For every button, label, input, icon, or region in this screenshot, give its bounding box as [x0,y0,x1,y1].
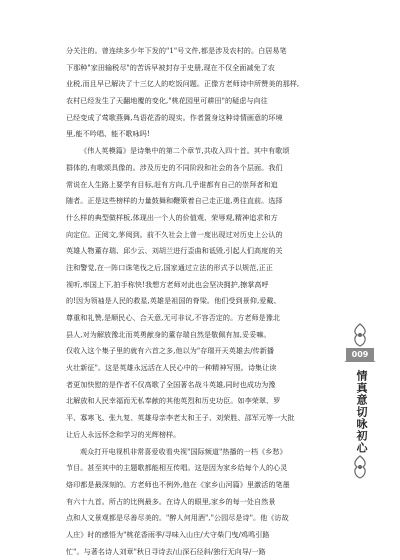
floral-ornament-icon [347,322,373,348]
text-line: 让后人永远怀念和学习的光辉榜样。 [66,429,181,439]
text-line: 仅收入这个集子里的就有六首之多,他以为"存瑞开天英雄去/传新播 [66,346,275,356]
text-line: 点和人文景观都是尽善尽美的。"醉人何用酒","公园尽是诗"。他《访故 [66,513,289,523]
text-line: 《伟人英模篇》是诗集中的第二个章节,共收入四十首。其中有歌颂 [80,146,290,156]
text-line: 忙"。与著名诗人刘章"秋日寻诗去/山深石径斜/独行无向导/一路 [66,546,266,556]
text-line: 农村已经发生了天翻地覆的变化,"桃花园里可耕田"的疑虑与向往 [66,96,268,106]
text-line: 下那种"家田输税尽"的苦诉早被封存于史册,现在不仅全面减免了农 [66,62,275,72]
text-line: 群体的,有歌颂具像的。涉及历史的不同阶段和社会的各个层面。我们 [66,162,283,172]
text-line: 分关注的。曾连续多少年下发的"1"号文件,都是涉及农村的。白居易笔 [66,46,287,55]
section-title: 情真意切咏初心 [355,370,368,454]
divider [345,361,375,362]
text-line: 已经变成了莺歌燕舞,鸟语花香的现实。作者置身这种诗情画意的环境 [66,112,283,122]
text-line: 人庄》时的感悟为"桃花香雨季/寻味入山庄/犬守柴门曳/鸡鸣引路 [66,529,270,539]
text-line: 北解放和人民幸福而无私奉献的其他英烈和历史功臣。如李荣翠、罗 [66,396,281,406]
text-line: 向定位。正阅文,茅阅到。前不久社会上曾一度出现过对历史上公认的 [66,229,283,239]
text-line: 视听,率国上下,拍手称快!我想方老师对此也会坚决拥护,擦掌高呼 [66,279,269,289]
text-line: 随者。正是这些榜样的力量鼓舞和鞭策着自己走正道,勇往直前。选择 [66,196,283,206]
body-text [66,43,318,560]
floral-ornament-icon [347,454,373,480]
text-line: 尊重和礼赞,是顺民心、合天意,无可非议,不容否定的。方老师是豫北 [66,313,281,322]
text-line: 县人,对为解放豫北而英勇献身的董存瑞自然是敬佩有加,妥妥嘛。 [66,329,271,339]
page-number: 009 [346,348,374,361]
text-line: 火壮新征"。这是英雄永远活在人民心中的一种精神写照。诗集让读 [66,363,277,373]
text-line: 的!因为领袖是人民的救星,英雄是祖国的脊梁。他们受到景仰,爱戴、 [66,296,281,306]
text-line: 什么样的典型做样板,体现出一个人的价值观、荣辱观,精神追求和方 [66,212,278,222]
text-line: 注和警觉,在一阵口诛笔伐之后,国家通过立法的形式予以规范,正正 [66,262,273,272]
text-line: 平、寡寒飞、张九复、英雄母亲李老太和王子、刘荣胜、邵军元等一大批 [66,413,295,423]
text-line: 节目。甚至其中的主题歌都能相互传唱。这是因为家乡给每个人的心灵 [66,463,288,473]
text-line: 业税,而且早已解决了十三亿人的吃饭问题。正像方老师诗中所赞美的那样, [66,79,300,89]
text-line: 常说在人生路上要学有目标,赶有方向,几乎谁都有自己的崇拜者和追 [66,179,278,189]
text-line: 烙印都是最深刻的。方老师也不例外,他在《家乡山河篇》里激活的笔墨 [66,479,290,489]
text-line: 英雄人物董存瑞、邱少云、刘胡兰进行歪曲和诋毁,引起人们高度的关 [66,246,283,256]
text-line: 里,能不吟唱、能不歌咏吗! [66,129,150,139]
text-line: 观众打开电视机非常喜爱收看央视"国际频道"热播的一档《乡愁》 [80,446,287,456]
text-line: 者更加快慰的是作者不仅高歌了全国著名战斗英雄,同时也成功为豫 [66,379,276,389]
text-line: 有六十九首。所占的比例最多。在诗人的眼里,家乡的每一处自然景 [66,496,276,506]
